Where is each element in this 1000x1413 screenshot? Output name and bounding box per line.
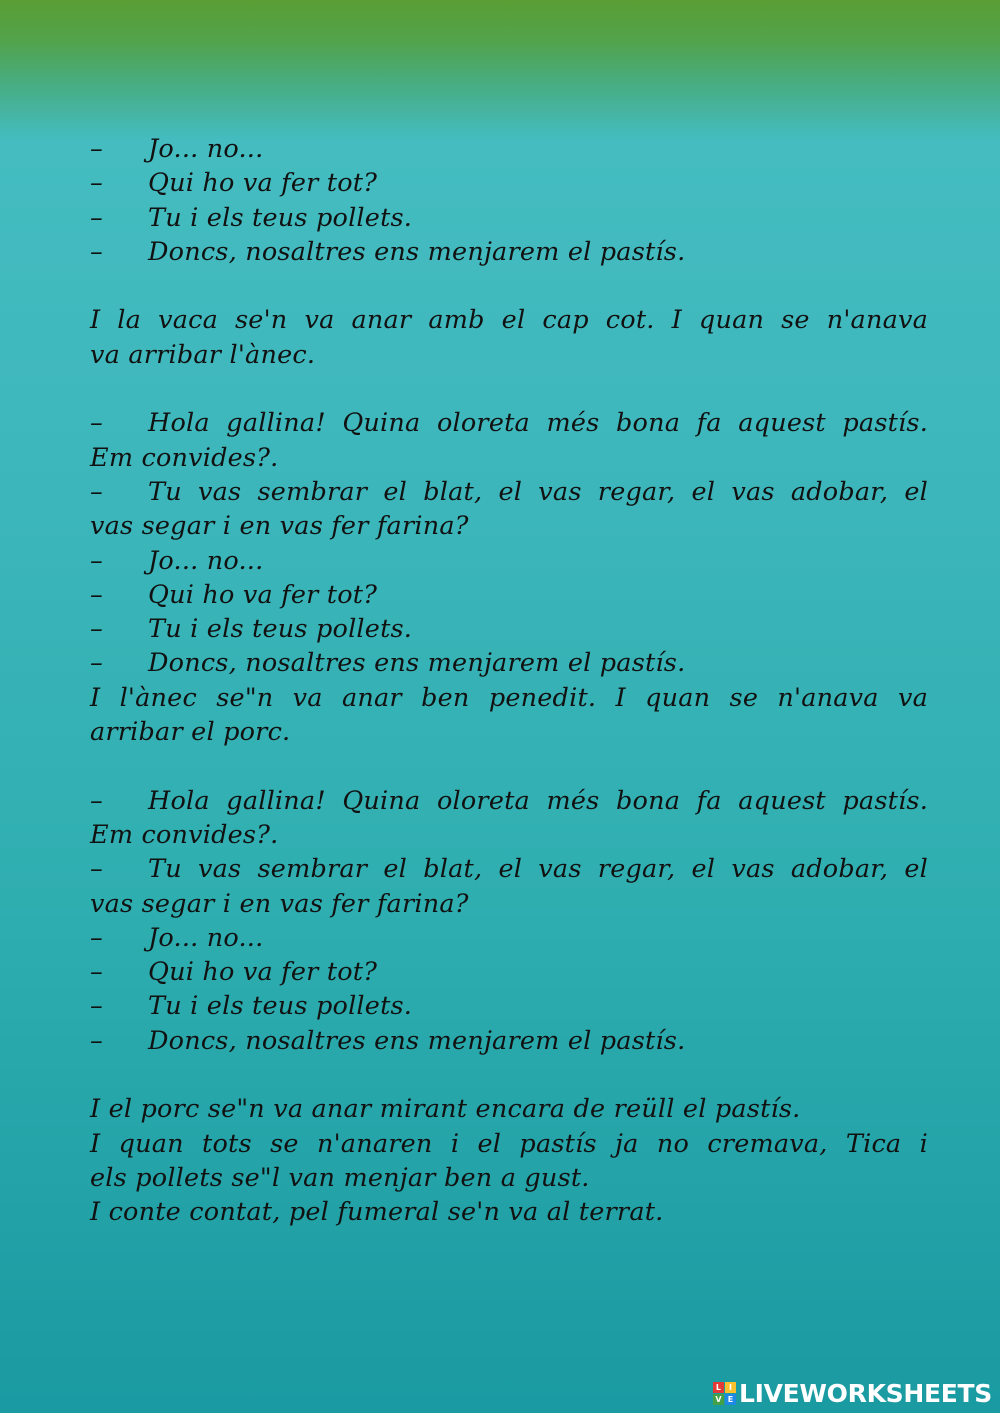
narration-line <box>90 1161 928 1195</box>
paragraph-gap <box>90 372 928 406</box>
dialogue-line <box>90 544 928 578</box>
line-text: va arribar l'ànec. <box>90 339 316 370</box>
dialogue-line <box>90 132 928 166</box>
dialogue-dash: – <box>90 168 103 199</box>
story-text <box>90 132 928 1230</box>
line-text: Em convides?. <box>90 442 279 473</box>
narration-line <box>90 1127 928 1161</box>
narration-line <box>90 1092 928 1126</box>
paragraph-gap <box>90 749 928 783</box>
line-text: Em convides?. <box>90 819 279 850</box>
narration-line <box>90 1195 928 1229</box>
line-text: Jo... no... <box>148 545 264 576</box>
dialogue-line <box>90 646 928 680</box>
logo-letter: E <box>725 1394 736 1405</box>
logo-letter: I <box>725 1382 736 1393</box>
brand-name: LIVEWORKSHEETS <box>738 1378 992 1408</box>
paragraph-gap <box>90 1058 928 1092</box>
line-text: I conte contat, pel fumeral se'n va al terrat. <box>90 1197 664 1228</box>
line-text: I la vaca se'n va anar amb el cap cot. I quan se n'anava <box>90 305 928 336</box>
line-text: Tu vas sembrar el blat, el vas regar, el vas adobar, el <box>148 476 928 507</box>
line-text: Doncs, nosaltres ens menjarem el pastís. <box>148 1025 686 1056</box>
dialogue-dash: – <box>90 134 103 164</box>
dialogue-dash: – <box>90 476 103 507</box>
line-text: Hola gallina! Quina oloreta més bona fa aquest pastís. <box>148 785 928 816</box>
dialogue-dash: – <box>90 545 103 576</box>
dialogue-dash: – <box>90 1025 103 1056</box>
dialogue-line <box>90 852 928 886</box>
dialogue-line <box>90 1024 928 1058</box>
dialogue-line <box>90 406 928 440</box>
dialogue-line <box>90 955 928 989</box>
narration-line <box>90 818 928 852</box>
narration-line <box>90 681 928 715</box>
dialogue-line <box>90 235 928 269</box>
narration-line <box>90 441 928 475</box>
dialogue-line <box>90 989 928 1023</box>
dialogue-dash: – <box>90 408 103 439</box>
line-text: Jo... no... <box>148 134 264 164</box>
line-text: Qui ho va fer tot? <box>148 579 378 610</box>
line-text: vas segar i en vas fer farina? <box>90 888 469 919</box>
dialogue-dash: – <box>90 854 103 885</box>
liveworksheets-logo-icon <box>713 1382 736 1405</box>
line-text: Hola gallina! Quina oloreta més bona fa aquest pastís. <box>148 408 928 439</box>
dialogue-dash: – <box>90 957 103 988</box>
line-text: arribar el porc. <box>90 717 291 748</box>
dialogue-line <box>90 166 928 200</box>
paragraph-gap <box>90 269 928 303</box>
line-text: Tu i els teus pollets. <box>148 991 413 1022</box>
line-text: Qui ho va fer tot? <box>148 168 378 199</box>
dialogue-line <box>90 475 928 509</box>
narration-line <box>90 338 928 372</box>
dialogue-line <box>90 612 928 646</box>
line-text: Tu i els teus pollets. <box>148 202 413 233</box>
narration-line <box>90 715 928 749</box>
dialogue-dash: – <box>90 991 103 1022</box>
dialogue-dash: – <box>90 202 103 233</box>
dialogue-line <box>90 921 928 955</box>
line-text: I el porc se"n va anar mirant encara de reüll el pastís. <box>90 1094 801 1125</box>
dialogue-dash: – <box>90 922 103 953</box>
dialogue-dash: – <box>90 648 103 679</box>
narration-line <box>90 509 928 543</box>
logo-letter: V <box>713 1394 724 1405</box>
line-text: els pollets se"l van menjar ben a gust. <box>90 1162 590 1193</box>
liveworksheets-brand[interactable] <box>713 1379 992 1407</box>
line-text: Doncs, nosaltres ens menjarem el pastís. <box>148 236 686 267</box>
dialogue-dash: – <box>90 236 103 267</box>
line-text: vas segar i en vas fer farina? <box>90 511 469 542</box>
narration-line <box>90 887 928 921</box>
dialogue-dash: – <box>90 614 103 645</box>
line-text: Jo... no... <box>148 922 264 953</box>
line-text: Tu i els teus pollets. <box>148 614 413 645</box>
dialogue-line <box>90 201 928 235</box>
line-text: Qui ho va fer tot? <box>148 957 378 988</box>
line-text: Tu vas sembrar el blat, el vas regar, el vas adobar, el <box>148 854 928 885</box>
line-text: I l'ànec se"n va anar ben penedit. I quan se n'anava va <box>90 682 928 713</box>
logo-letter: L <box>713 1382 724 1393</box>
dialogue-dash: – <box>90 579 103 610</box>
narration-line <box>90 303 928 337</box>
dialogue-line <box>90 784 928 818</box>
line-text: I quan tots se n'anaren i el pastís ja no cremava, Tica i <box>90 1128 928 1159</box>
dialogue-dash: – <box>90 785 103 816</box>
dialogue-line <box>90 578 928 612</box>
line-text: Doncs, nosaltres ens menjarem el pastís. <box>148 648 686 679</box>
